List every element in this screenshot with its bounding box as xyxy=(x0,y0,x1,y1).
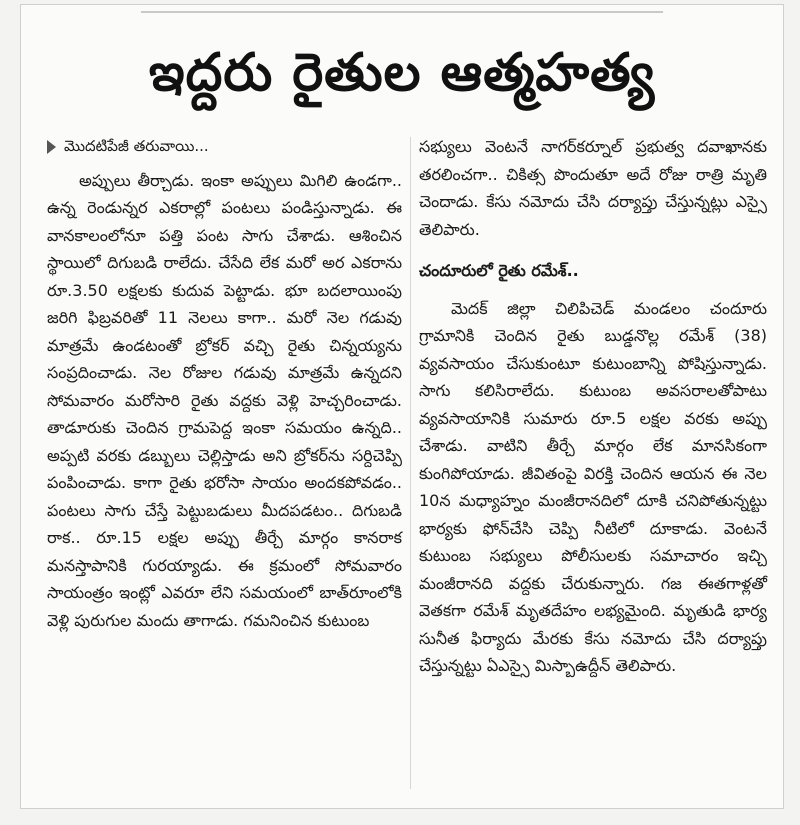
left-column xyxy=(47,133,402,634)
continued-label: మొదటిపేజీ తరువాయి... xyxy=(64,137,209,155)
arrow-right-icon xyxy=(47,140,56,154)
column-divider xyxy=(410,137,411,789)
top-rule xyxy=(141,11,663,13)
headline: ఇద్దరు రైతుల ఆత్మహత్య xyxy=(148,43,656,103)
subheading: చందూరులో రైతు రమేశ్.. xyxy=(419,261,579,280)
right-paragraph-2: మెదక్ జిల్లా చిలిపిచెడ్ మండలం చందూరు గ్రామానికి చెందిన రైతు బుడ్డనొల్ల రమేశ్ (38) వ్యవసాయం చేసుకుంటూ కుటుంబాన్ని పోషిస్తున్నాడు. సాగు కలిసిరాలేదు. కుటుంబ అవసరాలతోపాటు వ్యవసాయానికి సుమారు రూ.5 లక్షల వరకు అప్పు చేశాడు. వాటిని తీర్చే మార్గం లేక మానసికంగా కుంగిపోయాడు. జీవితంపై విరక్తి చెందిన ఆయన ఈ నెల 10న మధ్యాహ్నం మంజీరానదిలో దూకి చనిపోతున్నట్టు భార్యకు ఫోన్‌చేసి చెప్పి నీటిలో దూకాడు. వెంటనే కుటుంబ సభ్యులు పోలీసులకు సమాచారం ఇచ్చి మంజీరానది వద్దకు చేరుకున్నారు. గజ ఈతగాళ్లతో వెతకగా రమేశ్ మృతదేహం లభ్యమైంది. మృతుడి భార్య సునీత ఫిర్యాదు మేరకు కేసు నమోదు చేసి దర్యాప్తు చేస్తున్నట్టు ఏఎస్సై మిస్బాఉద్దీన్ తెలిపారు. xyxy=(419,298,767,675)
left-paragraph: అప్పులు తీర్చాడు. ఇంకా అప్పులు మిగిలి ఉండగా.. ఉన్న రెండున్నర ఎకరాల్లో పంటలు పండిస్తున్నాడు. ఈ వానకాలంలోనూ పత్తి పంట సాగు చేశాడు. ఆశించిన స్థాయిలో దిగుబడి రాలేదు. చేసేది లేక మరో అర ఎకరాను రూ.3.50 లక్షలకు కుదువ పెట్టాడు. భూ బదలాయింపు జరిగి ఫిబ్రవరితో 11 నెలలు కాగా.. మరో నెల గడువు మాత్రమే ఉండటంతో బ్రోకర్ వచ్చి రైతు చిన్నయ్యను సంప్రదించాడు. నెల రోజుల గడువు మాత్రమే ఉన్నదని సోమవారం మరోసారి రైతు వద్దకు వెళ్లి హెచ్చరించాడు. తాడూరుకు చెందిన గ్రామపెద్ద ఇంకా సమయం ఉన్నది.. అప్పటి వరకు డబ్బులు చెల్లిస్తాడు అని బ్రోకర్‌ను సర్దిచెప్పి పంపించాడు. కాగా రైతు భరోసా సాయం అందకపోవడం.. పంటలు సాగు చేస్తే పెట్టుబడులు మీదపడటం.. దిగుబడి రాక.. రూ.15 లక్షల అప్పు తీర్చే మార్గం కానరాక మనస్తాపానికి గురయ్యాడు. ఈ క్రమంలో సోమవారం సాయంత్రం ఇంట్లో ఎవరూ లేని సమయంలో బాత్‌రూంలోకి వెళ్లి పురుగుల మందు తాగాడు. గమనించిన కుటుంబ xyxy=(47,170,402,630)
right-paragraph-1: సభ్యులు వెంటనే నాగర్‌కర్నూల్ ప్రభుత్వ దవాఖానకు తరలించగా.. చికిత్స పొందుతూ అదే రోజు రాత్రి మృతి చెందాడు. కేసు నమోదు చేసి దర్యాప్తు చేస్తున్నట్లు ఎస్సై తెలిపారు. xyxy=(419,137,767,239)
continued-label-row xyxy=(47,133,402,161)
right-column xyxy=(419,133,767,680)
news-clipping xyxy=(20,4,784,809)
